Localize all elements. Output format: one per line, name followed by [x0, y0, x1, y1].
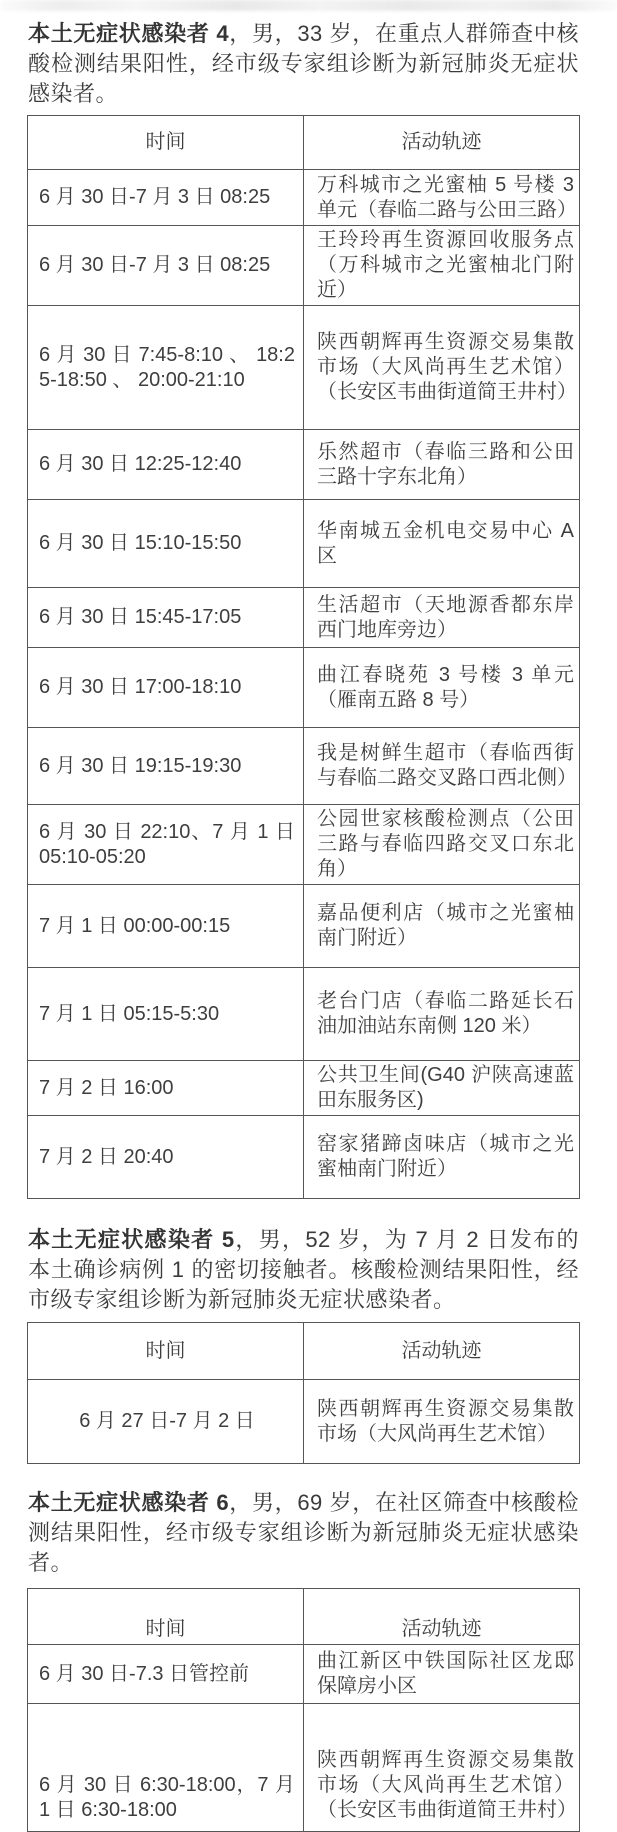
activity-cell: 生活超市（天地源香都东岸西门地库旁边）	[304, 588, 580, 648]
table-row	[28, 588, 580, 648]
time-column-header: 时间	[28, 116, 304, 170]
activity-cell: 万科城市之光蜜柚 5 号楼 3 单元（春临二路与公田三路）	[304, 170, 580, 226]
table-row	[28, 170, 580, 226]
time-cell: 6 月 30 日 7:45-8:10 、 18:25-18:50 、 20:00-21:10	[28, 306, 304, 430]
case-intro-paragraph	[28, 19, 579, 109]
table-row	[28, 226, 580, 306]
activity-cell: 公共卫生间(G40 沪陕高速蓝田东服务区)	[304, 1061, 580, 1116]
activity-column-header: 活动轨迹	[304, 1323, 580, 1380]
top-crop-artifact	[0, 0, 617, 11]
time-cell: 6 月 30 日 15:10-15:50	[28, 500, 304, 588]
activity-table	[27, 1322, 580, 1464]
table-header-row	[28, 1589, 580, 1645]
table-row	[28, 1704, 580, 1832]
case-section	[0, 1488, 617, 1832]
activity-table	[27, 1588, 580, 1832]
table-header-row	[28, 116, 580, 170]
time-cell: 6 月 30 日-7 月 3 日 08:25	[28, 170, 304, 226]
time-cell: 6 月 30 日 12:25-12:40	[28, 430, 304, 500]
case-intro-text: ，男，69 岁，在社区筛查中核酸检测结果阳性，经市级专家组诊断为新冠肺炎无症状感染者。	[28, 1490, 579, 1575]
activity-cell: 窑家猪蹄卤味店（城市之光蜜柚南门附近）	[304, 1116, 580, 1199]
activity-cell: 我是树鲜生超市（春临西街与春临二路交叉路口西北侧）	[304, 728, 580, 805]
table-row	[28, 968, 580, 1061]
case-intro-bold: 本土无症状感染者 6	[28, 1490, 230, 1515]
time-cell: 6 月 30 日 6:30-18:00，7 月 1 日 6:30-18:00	[28, 1704, 304, 1832]
activity-cell: 乐然超市（春临三路和公田三路十字东北角）	[304, 430, 580, 500]
time-cell: 7 月 2 日 20:40	[28, 1116, 304, 1199]
time-column-header: 时间	[28, 1589, 304, 1645]
table-row	[28, 1380, 580, 1464]
time-cell: 6 月 30 日-7 月 3 日 08:25	[28, 226, 304, 306]
activity-cell: 华南城五金机电交易中心 A 区	[304, 500, 580, 588]
table-row	[28, 1645, 580, 1704]
case-intro-paragraph	[28, 1225, 579, 1315]
table-row	[28, 1061, 580, 1116]
activity-cell: 陕西朝辉再生资源交易集散市场（大风尚再生艺术馆）（长安区韦曲街道简王井村）	[304, 1704, 580, 1832]
activity-table	[27, 115, 580, 1199]
table-row	[28, 500, 580, 588]
time-column-header: 时间	[28, 1323, 304, 1380]
activity-column-header: 活动轨迹	[304, 1589, 580, 1645]
time-cell: 7 月 1 日 00:00-00:15	[28, 885, 304, 968]
time-cell: 6 月 27 日-7 月 2 日	[28, 1380, 304, 1464]
activity-cell: 公园世家核酸检测点（公田三路与春临四路交叉口东北角）	[304, 805, 580, 885]
activity-cell: 老台门店（春临二路延长石油加油站东南侧 120 米）	[304, 968, 580, 1061]
time-cell: 7 月 2 日 16:00	[28, 1061, 304, 1116]
case-intro-text: ，男，33 岁，在重点人群筛查中核酸检测结果阳性，经市级专家组诊断为新冠肺炎无症状感染者。	[28, 21, 579, 106]
table-row	[28, 648, 580, 728]
time-cell: 6 月 30 日 19:15-19:30	[28, 728, 304, 805]
case-intro-bold: 本土无症状感染者 4	[28, 21, 230, 46]
time-cell: 6 月 30 日-7.3 日管控前	[28, 1645, 304, 1704]
table-row	[28, 805, 580, 885]
time-cell: 7 月 1 日 05:15-5:30	[28, 968, 304, 1061]
time-cell: 6 月 30 日 15:45-17:05	[28, 588, 304, 648]
time-cell: 6 月 30 日 22:10、7 月 1 日 05:10-05:20	[28, 805, 304, 885]
activity-cell: 曲江春晓苑 3 号楼 3 单元（雁南五路 8 号）	[304, 648, 580, 728]
case-intro-bold: 本土无症状感染者 5	[28, 1227, 235, 1252]
case-section	[0, 19, 617, 1199]
table-row	[28, 430, 580, 500]
report-body	[0, 19, 617, 1832]
activity-cell: 陕西朝辉再生资源交易集散市场（大风尚再生艺术馆）	[304, 1380, 580, 1464]
time-cell: 6 月 30 日 17:00-18:10	[28, 648, 304, 728]
activity-cell: 陕西朝辉再生资源交易集散市场（大风尚再生艺术馆）（长安区韦曲街道简王井村）	[304, 306, 580, 430]
table-row	[28, 1116, 580, 1199]
case-intro-paragraph	[28, 1488, 579, 1578]
table-row	[28, 306, 580, 430]
case-section	[0, 1225, 617, 1464]
activity-cell: 嘉品便利店（城市之光蜜柚南门附近）	[304, 885, 580, 968]
activity-cell: 王玲玲再生资源回收服务点（万科城市之光蜜柚北门附近）	[304, 226, 580, 306]
table-row	[28, 885, 580, 968]
activity-column-header: 活动轨迹	[304, 116, 580, 170]
table-header-row	[28, 1323, 580, 1380]
table-row	[28, 728, 580, 805]
activity-cell: 曲江新区中铁国际社区龙邸保障房小区	[304, 1645, 580, 1704]
case-intro-text: ，男，52 岁，为 7 月 2 日发布的本土确诊病例 1 的密切接触者。核酸检测结果阳性，经市级专家组诊断为新冠肺炎无症状感染者。	[28, 1227, 579, 1312]
